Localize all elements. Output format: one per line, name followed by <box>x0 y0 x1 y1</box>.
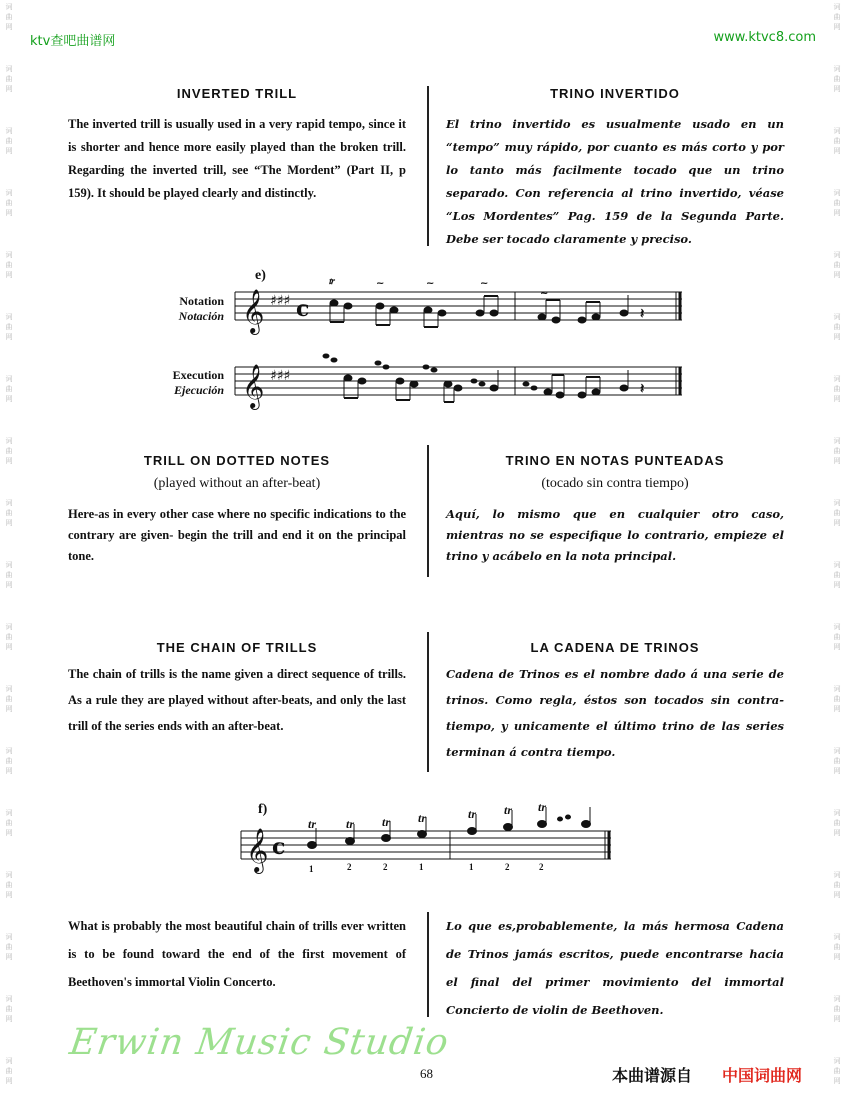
side-watermark-text: 词 曲 网 <box>833 747 841 775</box>
side-watermark-text: 词 曲 网 <box>5 499 13 527</box>
section-title: TRILL ON DOTTED NOTES <box>143 453 331 468</box>
trill-mark: tr <box>468 807 477 821</box>
svg-text:𝄽: 𝄽 <box>640 381 645 397</box>
column-divider <box>427 445 429 577</box>
inverted-trill-en <box>68 86 406 205</box>
side-watermark-text: 词 曲 网 <box>5 437 13 465</box>
side-watermark-text: 词 曲 网 <box>5 1057 13 1085</box>
treble-clef-icon: 𝄞 <box>242 364 265 408</box>
side-watermark-text: 词 曲 网 <box>833 313 841 341</box>
example-e-staves <box>230 270 690 420</box>
side-watermark-text: 词 曲 网 <box>833 933 841 961</box>
common-time-icon: c <box>272 834 286 860</box>
side-watermark-text: 词 曲 网 <box>5 65 13 93</box>
side-watermark-text: 词 曲 网 <box>5 933 13 961</box>
side-watermark-text: 词 曲 网 <box>5 623 13 651</box>
side-watermark-text: 词 曲 网 <box>833 809 841 837</box>
notation-label-en: Notation <box>179 294 224 308</box>
inverted-trill-es <box>446 86 784 251</box>
side-watermark-text: 词 曲 网 <box>833 561 841 589</box>
column-divider <box>427 912 429 1017</box>
trill-mark: tr <box>538 800 547 814</box>
paragraph: The chain of trills is the name given a direct sequence of trills. As a rule they are played without after-beats, and only the last trill of the series ends with an after-beat. <box>68 667 406 733</box>
fingering: 1 <box>309 864 314 874</box>
side-watermark-text: 词 曲 网 <box>833 65 841 93</box>
side-watermark-text: 词 曲 网 <box>5 685 13 713</box>
header-site-name[interactable]: ktv查吧曲谱网 <box>30 34 116 49</box>
paragraph: The inverted trill is usually used in a very rapid tempo, since it is shorter and hence more easily played than the broken trill. Regarding the inverted trill, see “The Mordent” (Part II, p 159). It should be played clearly and distinctly. <box>68 117 406 200</box>
side-watermark-text: 词 曲 网 <box>5 3 13 31</box>
side-watermark-text: 词 曲 网 <box>833 127 841 155</box>
fingering: 2 <box>505 862 510 872</box>
side-watermark-text: 词 曲 网 <box>833 685 841 713</box>
treble-clef-icon: 𝄞 <box>246 828 269 872</box>
mordent-mark: 𝆖 <box>329 276 335 287</box>
example-f-staff <box>236 800 616 880</box>
section-subtitle: (played without an after-beat) <box>153 476 321 491</box>
fingering: 2 <box>383 862 388 872</box>
svg-text:~: ~ <box>480 278 489 289</box>
section-title: LA CADENA DE TRINOS <box>530 640 700 655</box>
trill-mark: tr <box>308 817 317 831</box>
svg-text:~: ~ <box>540 288 549 299</box>
svg-text:~: ~ <box>376 278 385 289</box>
treble-clef-icon: 𝄞 <box>242 289 265 333</box>
side-watermark-text: 词 曲 网 <box>5 871 13 899</box>
key-signature-sharps: ♯♯♯ <box>270 368 291 384</box>
side-watermark-text: 词 曲 网 <box>5 251 13 279</box>
column-divider <box>427 632 429 772</box>
trill-mark: tr <box>346 817 355 831</box>
right-watermark-strip <box>830 0 844 1111</box>
paragraph: Here-as in every other case where no specific indications to the contrary are given- begin the trill and end it on the principal tone. <box>68 507 406 563</box>
trill-mark: tr <box>418 811 427 825</box>
studio-watermark: Erwin Music Studio <box>67 1022 452 1063</box>
paragraph: What is probably the most beautiful chain of trills ever written is to be found toward the end of the first movement of Beethoven's immortal Violin Concerto. <box>68 919 406 989</box>
chain-trills-es <box>446 640 784 765</box>
section-subtitle: (tocado sin contra tiempo) <box>541 476 689 491</box>
example-e-label: e) <box>255 268 266 283</box>
source-label: 本曲谱源自 <box>612 1066 693 1085</box>
source-site[interactable]: 中国词曲网 <box>722 1066 803 1085</box>
left-watermark-strip <box>2 0 16 1111</box>
dotted-notes-en <box>68 453 406 567</box>
side-watermark-text: 词 曲 网 <box>833 375 841 403</box>
execution-label-es: Ejecución <box>174 383 224 397</box>
side-watermark-text: 词 曲 网 <box>5 809 13 837</box>
side-watermark-text: 词 曲 网 <box>833 871 841 899</box>
svg-text:𝄽: 𝄽 <box>640 306 645 322</box>
side-watermark-text: 词 曲 网 <box>833 3 841 31</box>
dotted-notes-es <box>446 453 784 567</box>
column-divider <box>427 86 429 246</box>
side-watermark-text: 词 曲 网 <box>5 313 13 341</box>
fingering: 2 <box>347 862 352 872</box>
side-watermark-text: 词 曲 网 <box>833 251 841 279</box>
section-title: TRINO EN NOTAS PUNTEADAS <box>505 453 725 468</box>
header-site-url[interactable]: www.ktvc8.com <box>713 30 816 45</box>
side-watermark-text: 词 曲 网 <box>5 995 13 1023</box>
fingering: 1 <box>419 862 424 872</box>
section-title: INVERTED TRILL <box>176 86 298 101</box>
paragraph: Cadena de Trinos es el nombre dado á una serie de trinos. Como regla, éstos son tocados sin contra-tiempo, y unicamente el último trino de las series terminan á contra tiempo. <box>446 667 784 759</box>
fingering: 1 <box>469 862 474 872</box>
key-signature-sharps: ♯♯♯ <box>270 293 291 309</box>
example-f-label: f) <box>258 802 268 817</box>
paragraph: Aquí, lo mismo que en cualquier otro caso, mientras no se especifique lo contrario, empieze el trino y acábelo en la nota principal. <box>446 507 784 563</box>
page-number: 68 <box>420 1066 433 1081</box>
side-watermark-text: 词 曲 网 <box>5 375 13 403</box>
beethoven-es <box>446 912 784 1024</box>
side-watermark-text: 词 曲 网 <box>833 623 841 651</box>
execution-label <box>150 368 224 398</box>
chain-trills-en <box>68 640 406 739</box>
section-title: THE CHAIN OF TRILLS <box>156 640 318 655</box>
side-watermark-text: 词 曲 网 <box>833 189 841 217</box>
notation-label <box>150 294 224 324</box>
trill-mark: tr <box>382 815 391 829</box>
common-time-icon: c <box>296 296 310 322</box>
side-watermark-text: 词 曲 网 <box>5 127 13 155</box>
side-watermark-text: 词 曲 网 <box>833 437 841 465</box>
side-watermark-text: 词 曲 网 <box>833 995 841 1023</box>
side-watermark-text: 词 曲 网 <box>833 499 841 527</box>
paragraph: Lo que es,probablemente, la más hermosa Cadena de Trinos jamás escritos, puede encontrarse hacia el final del primer movimiento del immortal Concierto de violin de Beethoven. <box>446 919 784 1017</box>
svg-text:~: ~ <box>426 278 435 289</box>
trill-mark: tr <box>504 803 513 817</box>
execution-label-en: Execution <box>172 368 224 382</box>
section-title: TRINO INVERTIDO <box>550 86 680 101</box>
paragraph: El trino invertido es usualmente usado en un “tempo” muy rápido, por cuanto es más corto y por lo tanto más facilmente tocado que un trino separado. Con referencia al trino invertido, véase “Los Mordentes” Pag. 159 de la Segunda Parte. Debe ser tocado claramente y preciso. <box>446 117 784 246</box>
side-watermark-text: 词 曲 网 <box>5 561 13 589</box>
side-watermark-text: 词 曲 网 <box>833 1057 841 1085</box>
side-watermark-text: 词 曲 网 <box>5 189 13 217</box>
fingering: 2 <box>539 862 544 872</box>
side-watermark-text: 词 曲 网 <box>5 747 13 775</box>
notation-label-es: Notación <box>178 309 224 323</box>
beethoven-en <box>68 912 406 996</box>
